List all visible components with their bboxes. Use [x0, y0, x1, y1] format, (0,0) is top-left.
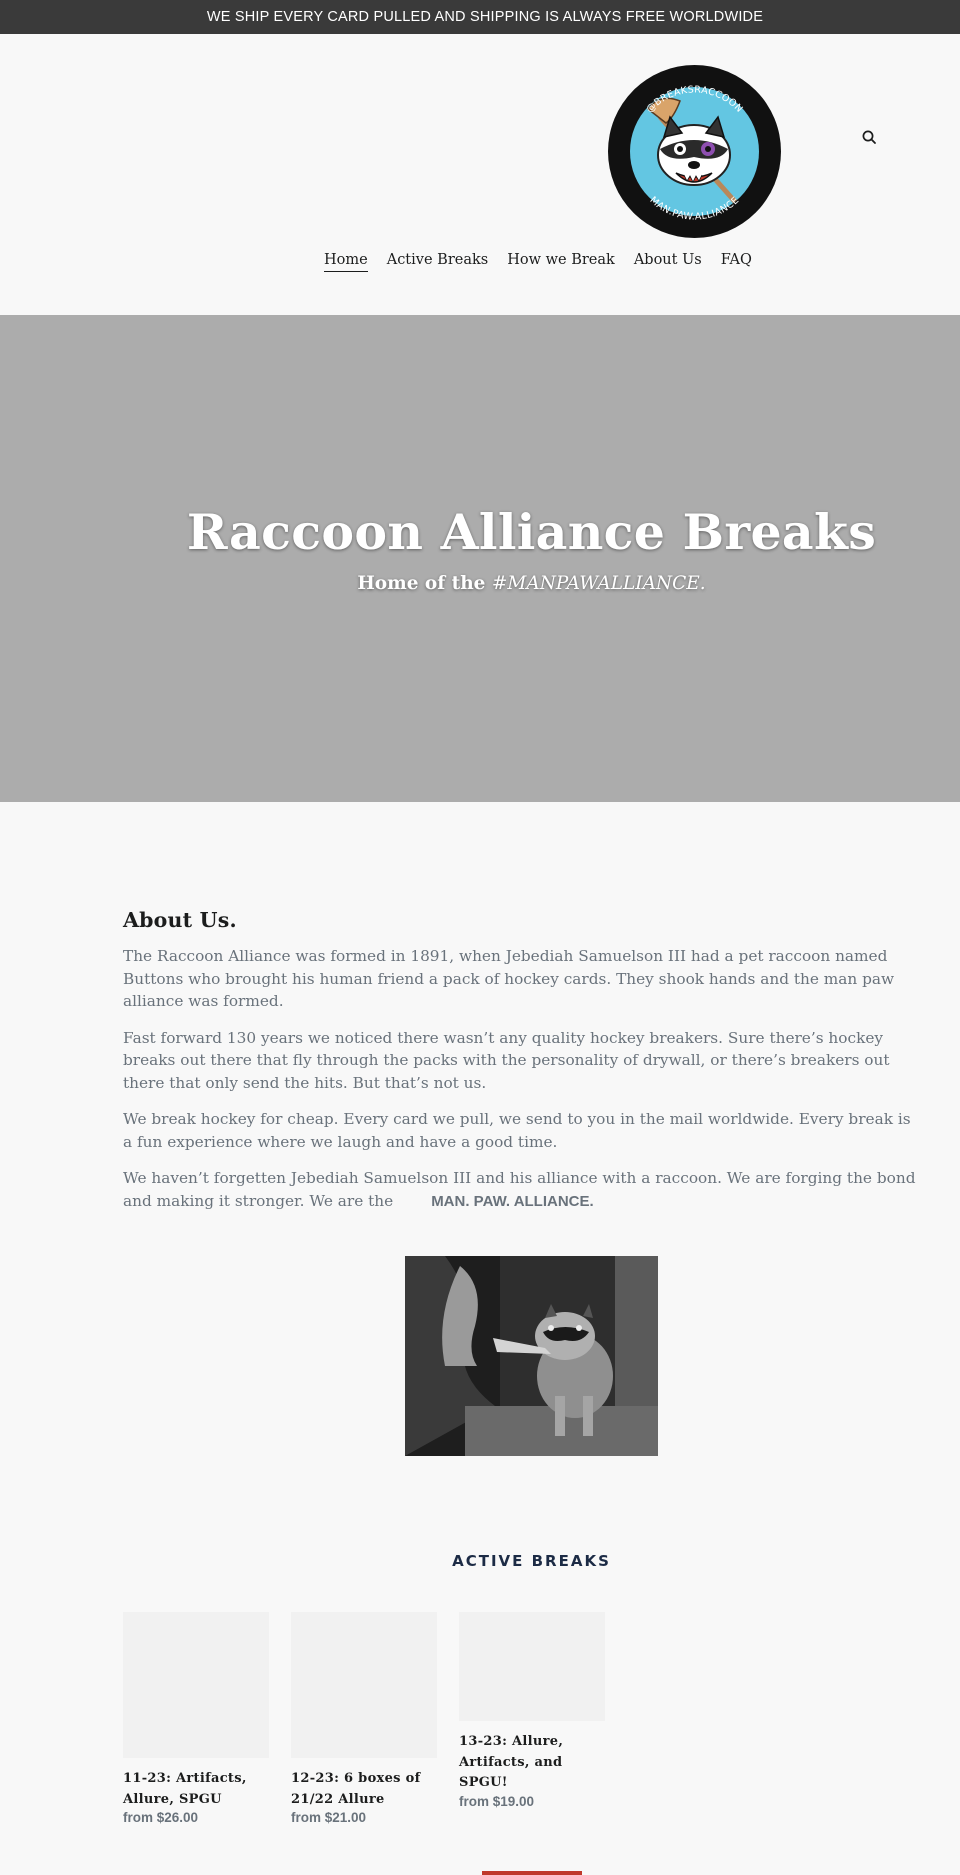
product-card[interactable]	[291, 1612, 437, 1825]
logo-ring-text	[608, 65, 781, 238]
product-price: from $21.00	[291, 1810, 367, 1825]
site-logo[interactable]	[608, 65, 781, 238]
nav-item-active-breaks[interactable]: Active Breaks	[386, 252, 489, 268]
raccoon-photo	[405, 1256, 658, 1456]
about-heading: About Us.	[123, 908, 237, 932]
hero-title: Raccoon Alliance Breaks	[186, 503, 877, 561]
announcement-text: WE SHIP EVERY CARD PULLED AND SHIPPING IS ALWAYS FREE WORLDWIDE	[206, 9, 764, 25]
hero-subtitle	[0, 573, 960, 594]
nav-list	[324, 252, 771, 272]
search-icon	[860, 128, 880, 148]
about-paragraph: We break hockey for cheap. Every card we pull, we send to you in the mail worldwide. Every break is a fun experience where we laugh and have a good time.	[123, 1110, 911, 1151]
about-paragraph: The Raccoon Alliance was formed in 1891, when Jebediah Samuelson III had a pet raccoon named Buttons who brought his human friend a pack of hockey cards. They shook hands and the man paw alliance was formed.	[123, 947, 895, 1010]
product-title[interactable]: 11-23: Artifacts, Allure, SPGU	[123, 1771, 247, 1807]
view-all-button[interactable]	[482, 1871, 582, 1875]
nav-item-about-us[interactable]: About Us	[633, 252, 702, 268]
product-thumbnail[interactable]	[291, 1612, 437, 1758]
alliance-emphasis: MAN. PAW. ALLIANCE.	[431, 1192, 594, 1210]
product-price: from $19.00	[459, 1793, 535, 1809]
product-card[interactable]	[459, 1612, 605, 1809]
about-paragraph: Fast forward 130 years we noticed there wasn’t any quality hockey breakers. Sure there’s hockey breaks out there that fly through the packs with the personality of drywall, or there’s breakers out there that only send the hits. But that’s not us.	[123, 1028, 890, 1092]
about-paragraph-closing	[123, 1167, 923, 1213]
product-card[interactable]	[123, 1612, 269, 1825]
announcement-bar	[0, 0, 960, 34]
product-thumbnail[interactable]	[459, 1612, 605, 1721]
svg-text:@BREAKSRACCOON	[644, 84, 745, 115]
hero-subtitle-prefix: Home of the	[357, 573, 492, 594]
active-breaks-heading: ACTIVE BREAKS	[452, 1552, 611, 1570]
about-paragraph-text: We haven’t forgetten Jebediah Samuelson III and his alliance with a raccoon. We are forging the bond and making it stronger. We are the	[123, 1169, 916, 1210]
search-button[interactable]	[860, 128, 880, 148]
raccoon-photo-image	[405, 1256, 658, 1456]
svg-text:MAN.PAW.ALLIANCE	[648, 195, 742, 223]
product-title[interactable]: 13-23: Allure, Artifacts, and SPGU!	[459, 1734, 564, 1790]
about-section	[123, 908, 923, 1227]
product-title[interactable]: 12-23: 6 boxes of 21/22 Allure	[291, 1771, 421, 1807]
hero-banner	[0, 315, 960, 802]
hero-subtitle-hashtag: #MANPAWALLIANCE.	[491, 573, 706, 594]
logo-bottom-text: MAN.PAW.ALLIANCE	[647, 194, 742, 223]
product-thumbnail[interactable]	[123, 1612, 269, 1758]
nav-item-home[interactable]: Home	[324, 252, 368, 272]
nav-item-faq[interactable]: FAQ	[720, 252, 752, 268]
logo-top-text: @BREAKSRACCOON	[644, 84, 745, 116]
site-header	[0, 34, 960, 315]
product-price: from $26.00	[123, 1810, 199, 1825]
nav-item-how-we-break[interactable]: How we Break	[507, 252, 615, 268]
